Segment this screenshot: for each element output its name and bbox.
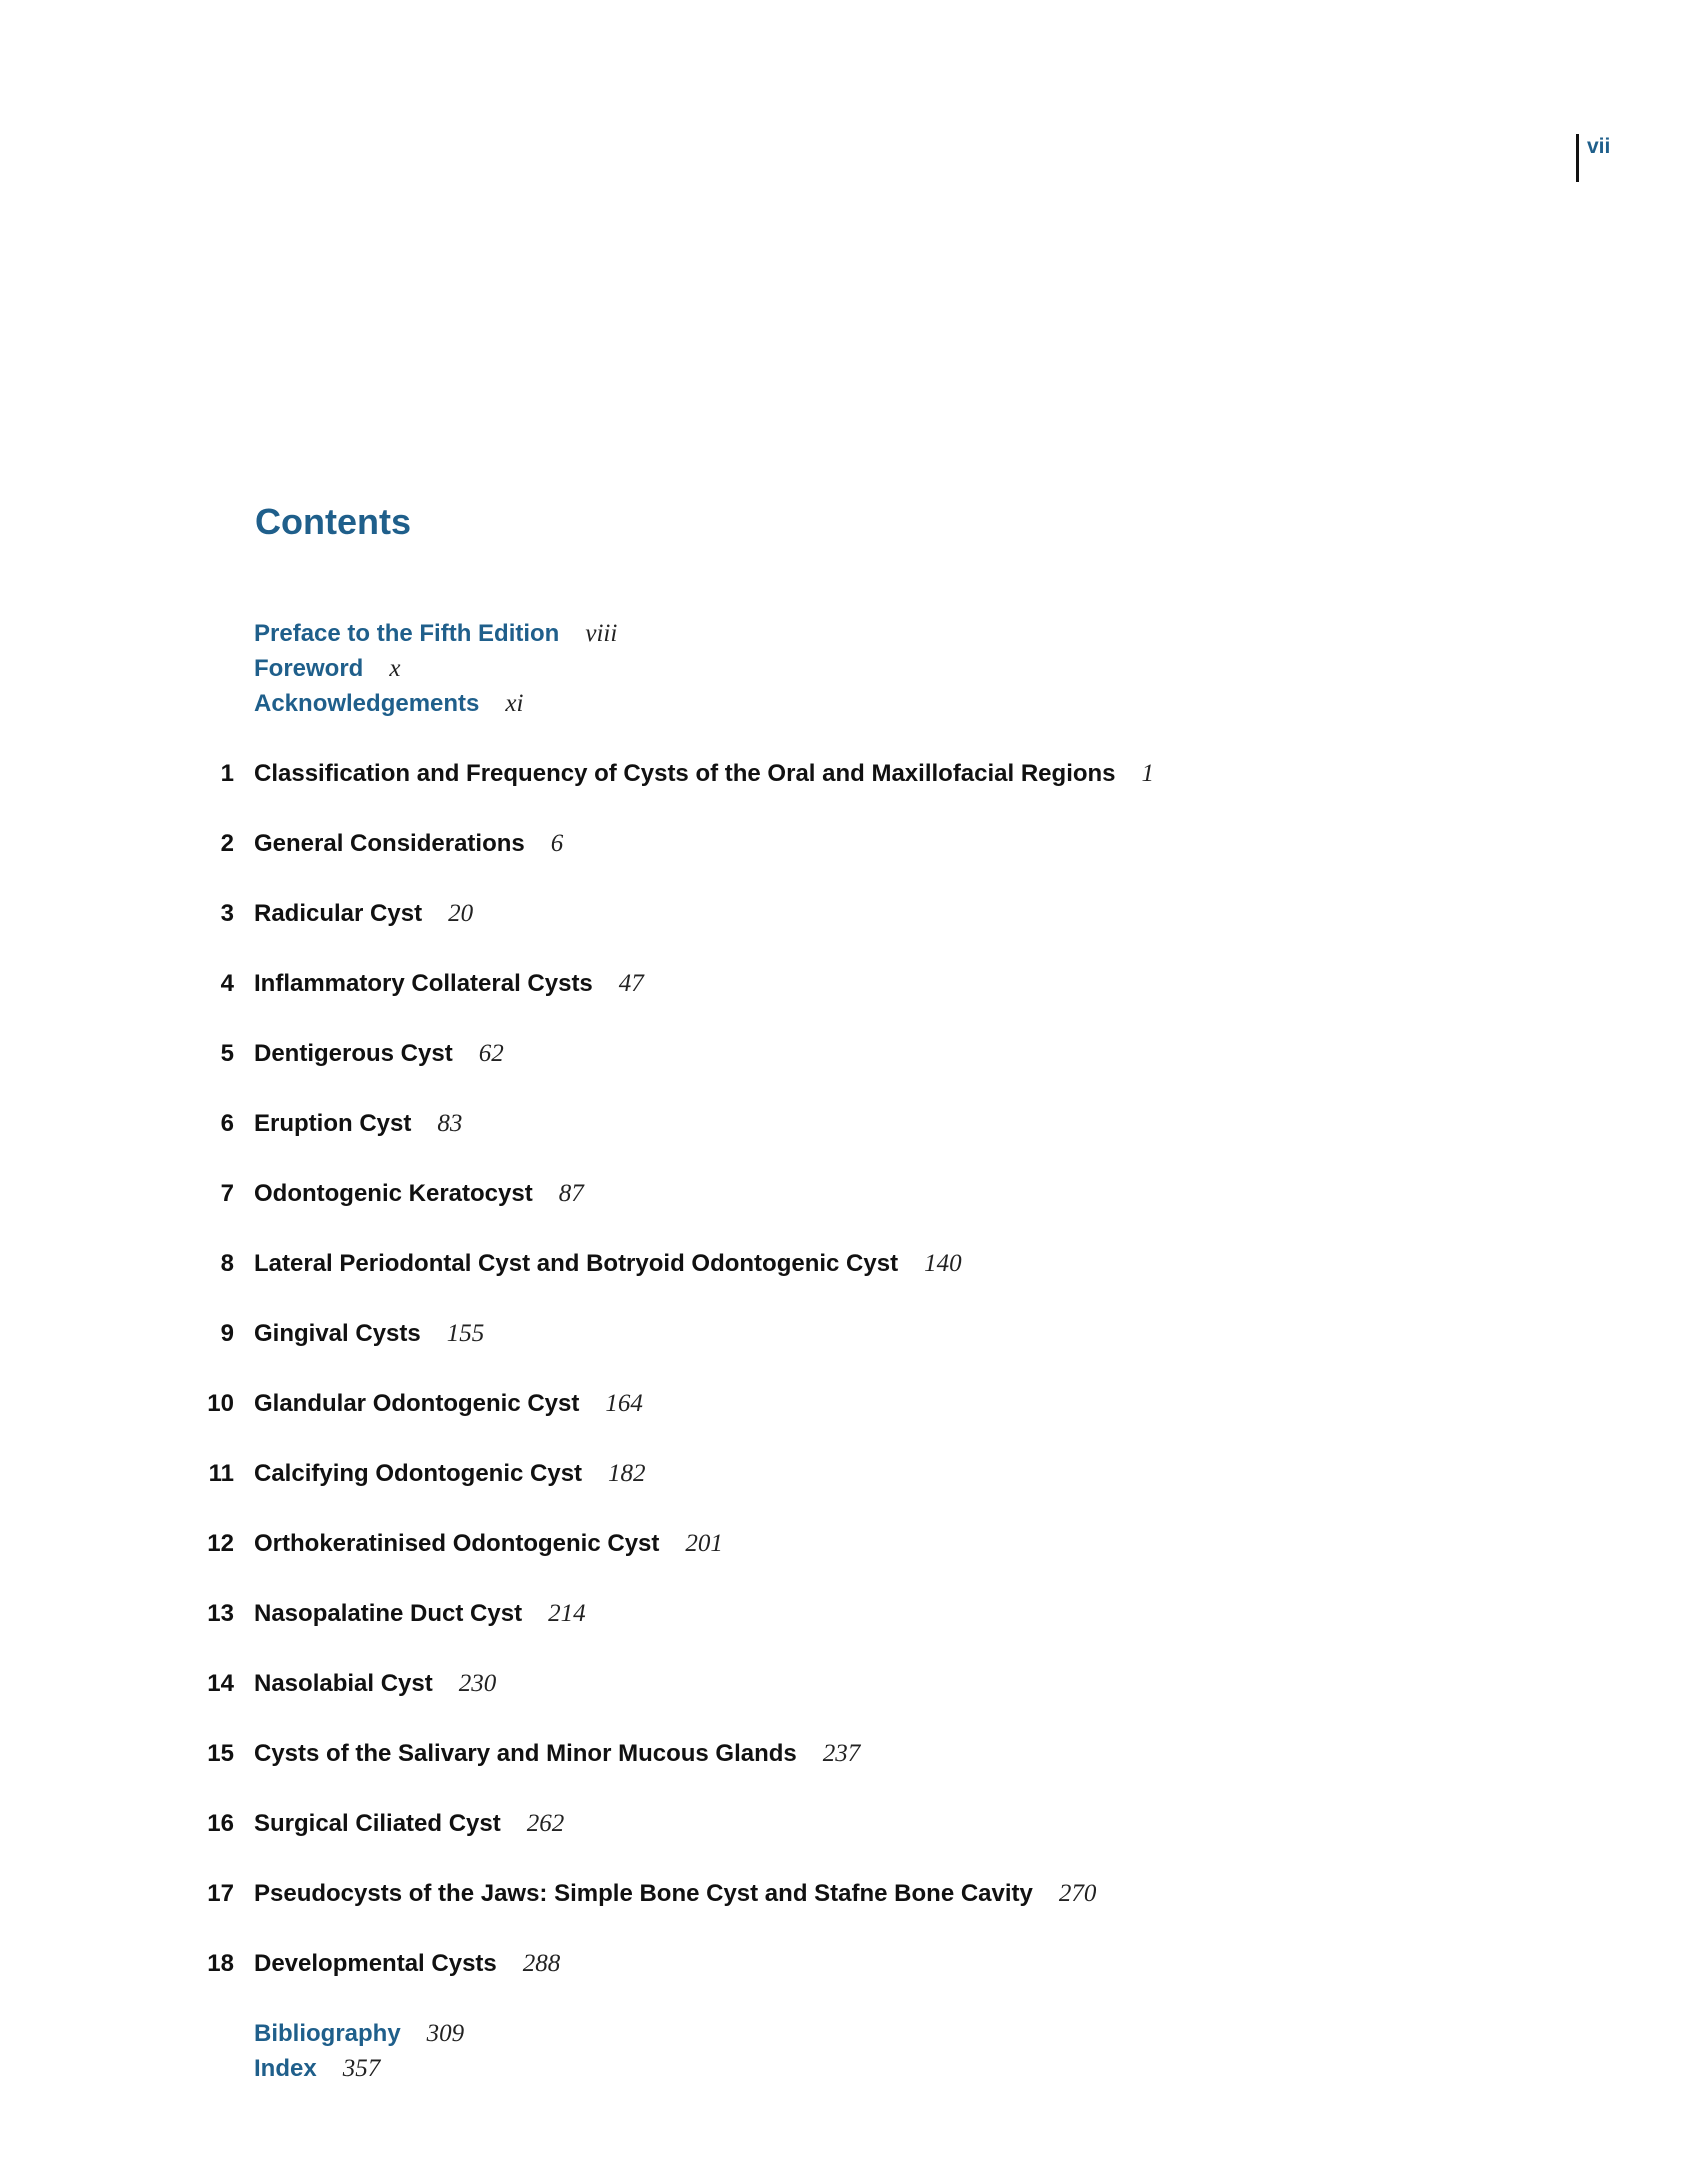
chapter-page: 270 (1058, 1880, 1097, 1907)
chapter-title[interactable]: Eruption Cyst (254, 1110, 412, 1137)
chapter-number: 6 (220, 1110, 234, 1137)
chapter-page: 1 (1141, 760, 1155, 787)
chapter-page: 262 (526, 1810, 565, 1837)
chapter-number: 3 (220, 900, 234, 927)
chapter-page: 62 (478, 1040, 504, 1067)
toc-chapter-18[interactable] (200, 1944, 560, 1984)
toc-chapter-11[interactable] (200, 1454, 646, 1494)
toc-chapter-7[interactable] (200, 1174, 584, 1214)
toc-chapter-14[interactable] (200, 1664, 496, 1704)
chapter-title[interactable]: Calcifying Odontogenic Cyst (254, 1460, 583, 1487)
chapter-title[interactable]: Glandular Odontogenic Cyst (254, 1390, 580, 1417)
toc-chapter-5[interactable] (200, 1034, 504, 1074)
toc-chapter-12[interactable] (200, 1524, 723, 1564)
toc-chapter-13[interactable] (200, 1594, 586, 1634)
toc-entry-title[interactable]: Foreword (254, 655, 364, 682)
toc-entry-page: x (389, 655, 401, 682)
chapter-number: 11 (208, 1460, 234, 1487)
chapter-number: 8 (220, 1250, 234, 1277)
toc-entry-page: viii (585, 620, 618, 647)
toc-entry-title[interactable]: Acknowledgements (254, 690, 480, 717)
chapter-title[interactable]: Radicular Cyst (254, 900, 423, 927)
chapter-page: 6 (550, 830, 564, 857)
chapter-page: 47 (618, 970, 644, 997)
toc-entry-title[interactable]: Bibliography (254, 2020, 401, 2047)
chapter-title[interactable]: Dentigerous Cyst (254, 1040, 453, 1067)
chapter-number: 12 (207, 1530, 234, 1557)
chapter-number: 17 (207, 1880, 234, 1907)
page-folio (1576, 134, 1610, 182)
toc-entry-page: 357 (342, 2055, 381, 2082)
toc-chapter-9[interactable] (200, 1314, 484, 1354)
toc-entry-page: xi (505, 690, 524, 717)
chapter-title[interactable]: Surgical Ciliated Cyst (254, 1810, 501, 1837)
toc-chapter-6[interactable] (200, 1104, 462, 1144)
toc-entry-foreword[interactable] (200, 649, 400, 689)
toc-chapter-17[interactable] (200, 1874, 1096, 1914)
toc-chapter-4[interactable] (200, 964, 644, 1004)
chapter-page: 83 (437, 1110, 463, 1137)
folio-rule (1576, 134, 1579, 182)
toc-entry-title[interactable]: Preface to the Fifth Edition (254, 620, 560, 647)
chapter-title[interactable]: Nasolabial Cyst (254, 1670, 433, 1697)
toc-chapter-15[interactable] (200, 1734, 860, 1774)
toc-entry-title[interactable]: Index (254, 2055, 317, 2082)
chapter-number: 5 (220, 1040, 234, 1067)
chapter-title[interactable]: Classification and Frequency of Cysts of the Oral and Maxillofacial Regions (254, 760, 1116, 787)
chapter-number: 4 (220, 970, 234, 997)
chapter-number: 15 (207, 1740, 234, 1767)
chapter-page: 155 (446, 1320, 485, 1347)
chapter-title[interactable]: Orthokeratinised Odontogenic Cyst (254, 1530, 660, 1557)
chapter-page: 164 (605, 1390, 643, 1417)
chapter-title[interactable]: Gingival Cysts (254, 1320, 421, 1347)
toc-chapter-2[interactable] (200, 824, 563, 864)
toc-entry-page: 309 (426, 2020, 465, 2047)
toc-chapter-16[interactable] (200, 1804, 564, 1844)
chapter-title[interactable]: Pseudocysts of the Jaws: Simple Bone Cyst and Stafne Bone Cavity (254, 1880, 1033, 1907)
chapter-title[interactable]: Nasopalatine Duct Cyst (254, 1600, 523, 1627)
chapter-page: 214 (548, 1600, 586, 1627)
chapter-page: 288 (522, 1950, 561, 1977)
contents-title: Contents (255, 501, 411, 542)
chapter-title[interactable]: Developmental Cysts (254, 1950, 497, 1977)
toc-chapter-3[interactable] (200, 894, 473, 934)
chapter-page: 230 (458, 1670, 497, 1697)
toc-chapter-1[interactable] (200, 754, 1154, 794)
chapter-page: 182 (608, 1460, 646, 1487)
chapter-title[interactable]: Odontogenic Keratocyst (254, 1180, 533, 1207)
chapter-number: 10 (207, 1390, 234, 1417)
folio-number: vii (1587, 135, 1611, 158)
chapter-title[interactable]: Inflammatory Collateral Cysts (254, 970, 593, 997)
chapter-number: 2 (220, 830, 234, 857)
chapter-page: 20 (448, 900, 474, 927)
toc-chapter-10[interactable] (200, 1384, 643, 1424)
chapter-number: 14 (207, 1670, 234, 1697)
chapter-number: 13 (207, 1600, 234, 1627)
toc-chapter-8[interactable] (200, 1244, 962, 1284)
chapter-page: 201 (685, 1530, 723, 1557)
toc-entry-index[interactable] (200, 2049, 380, 2089)
toc-entry-bibliography[interactable] (200, 2014, 464, 2054)
chapter-title[interactable]: Cysts of the Salivary and Minor Mucous Glands (254, 1740, 797, 1767)
chapter-number: 7 (220, 1180, 234, 1207)
toc-entry-preface[interactable] (200, 614, 617, 654)
chapter-title[interactable]: General Considerations (254, 830, 525, 857)
chapter-number: 16 (207, 1810, 234, 1837)
chapter-page: 87 (558, 1180, 584, 1207)
chapter-page: 140 (924, 1250, 962, 1277)
chapter-number: 18 (207, 1950, 234, 1977)
toc-entry-acknowledgements[interactable] (200, 684, 523, 724)
chapter-number: 9 (220, 1320, 234, 1347)
chapter-page: 237 (822, 1740, 861, 1767)
chapter-number: 1 (220, 760, 234, 787)
chapter-title[interactable]: Lateral Periodontal Cyst and Botryoid Odontogenic Cyst (254, 1250, 899, 1277)
